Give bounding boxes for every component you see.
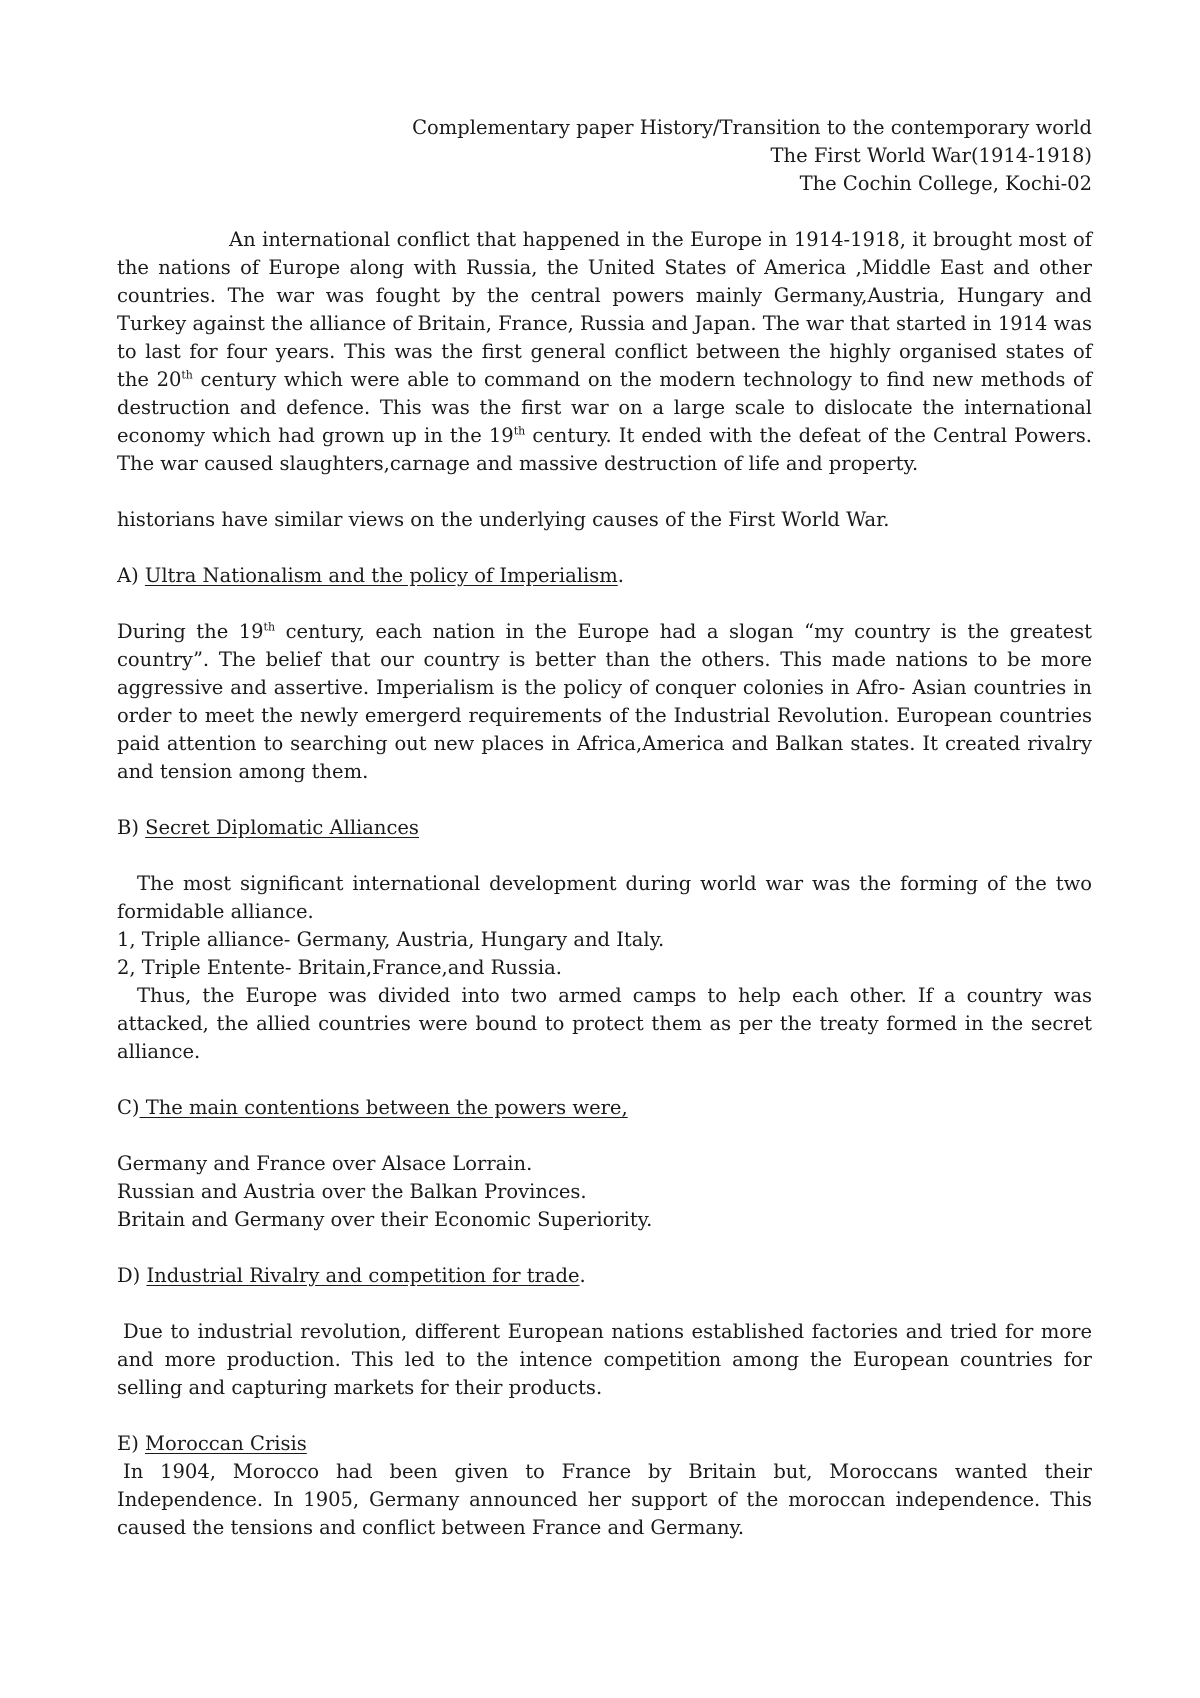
superscript: th [263, 620, 276, 634]
section-d-heading [117, 1262, 1092, 1290]
intro-paragraph [117, 226, 1092, 478]
section-e-title: Moroccan Crisis [145, 1432, 307, 1455]
section-a-suffix: . [617, 564, 624, 587]
header-line-college: The Cochin College, Kochi-02 [799, 172, 1092, 195]
section-a-body [117, 618, 1092, 786]
intro-text-2: century which were able to command on the modern technology to find new methods of destruction and defence. This was the first war on a large scale to dislocate the international economy which had grown up in the 19 [117, 368, 1092, 447]
section-d-title: Industrial Rivalry and competition for trade [146, 1264, 580, 1287]
section-c-title: The main contentions between the powers were, [139, 1096, 628, 1119]
section-d-prefix: D) [117, 1264, 147, 1287]
section-b-prefix: B) [117, 816, 146, 839]
section-b-heading [117, 814, 1092, 842]
section-d-body: Due to industrial revolution, different European nations established factories and tried for more and more production. This led to the intence competition among the European countries for selling and capturing markets for their products. [117, 1320, 1092, 1399]
section-b-body-2: Thus, the Europe was divided into two armed camps to help each other. If a country was attacked, the allied countries were bound to protect them as per the treaty formed in the secret alliance. [117, 984, 1092, 1063]
section-a-text-2: century, each nation in the Europe had a slogan “my country is the greatest country”. The belief that our country is better than the others. This made nations to be more aggressive and assertive. Imperialism is the policy of conquer colonies in Afro- Asian countries in order to meet the newly emergerd requirements of the Industrial Revolution. European countries paid attention to searching out new places in Africa,America and Balkan states. It created rivalry and tension among them. [117, 620, 1092, 783]
header-line-course: Complementary paper History/Transition to the contemporary world [412, 116, 1092, 139]
section-a-title: Ultra Nationalism and the policy of Imperialism [144, 564, 618, 587]
section-e-heading [117, 1430, 1092, 1458]
section-e-prefix: E) [117, 1432, 146, 1455]
section-a-text-1: During the 19 [117, 620, 264, 643]
section-c-heading [117, 1094, 1092, 1122]
section-d-suffix: . [579, 1264, 586, 1287]
section-b-list-item-2: 2, Triple Entente- Britain,France,and Russia. [117, 956, 562, 979]
section-c-line-1: Germany and France over Alsace Lorrain. [117, 1152, 533, 1175]
causes-intro-line: historians have similar views on the underlying causes of the First World War. [117, 508, 890, 531]
section-c-line-2: Russian and Austria over the Balkan Provinces. [117, 1180, 587, 1203]
document-header [117, 114, 1092, 198]
section-b-list-item-1: 1, Triple alliance- Germany, Austria, Hungary and Italy. [117, 928, 665, 951]
superscript: th [513, 424, 526, 438]
intro-text-1: An international conflict that happened in the Europe in 1914-1918, it brought most of the nations of Europe along with Russia, the United States of America ,Middle East and other countries. The war was fought by the central powers mainly Germany,Austria, Hungary and Turkey against the alliance of Britain, France, Russia and Japan. The war that started in 1914 was to last for four years. This was the first general conflict between the highly organised states of the 20 [117, 228, 1092, 391]
section-a-heading [117, 562, 1092, 590]
section-c-line-3: Britain and Germany over their Economic Superiority. [117, 1208, 653, 1231]
superscript: th [181, 368, 193, 382]
section-e-body: In 1904, Morocco had been given to France by Britain but, Moroccans wanted their Independence. In 1905, Germany announced her support of the moroccan independence. This caused the tensions and conflict between France and Germany. [117, 1460, 1092, 1539]
section-c-prefix: C) [117, 1096, 140, 1119]
document-body [117, 114, 1092, 1542]
header-line-title: The First World War(1914-1918) [770, 144, 1092, 167]
section-b-body: The most significant international development during world war was the forming of the two formidable alliance. [117, 872, 1092, 923]
section-b-title: Secret Diplomatic Alliances [145, 816, 419, 839]
section-a-prefix: A) [117, 564, 145, 587]
intro-text-3: century. It ended with the defeat of the Central Powers. The war caused slaughters,carnage and massive destruction of life and property. [117, 424, 1092, 475]
